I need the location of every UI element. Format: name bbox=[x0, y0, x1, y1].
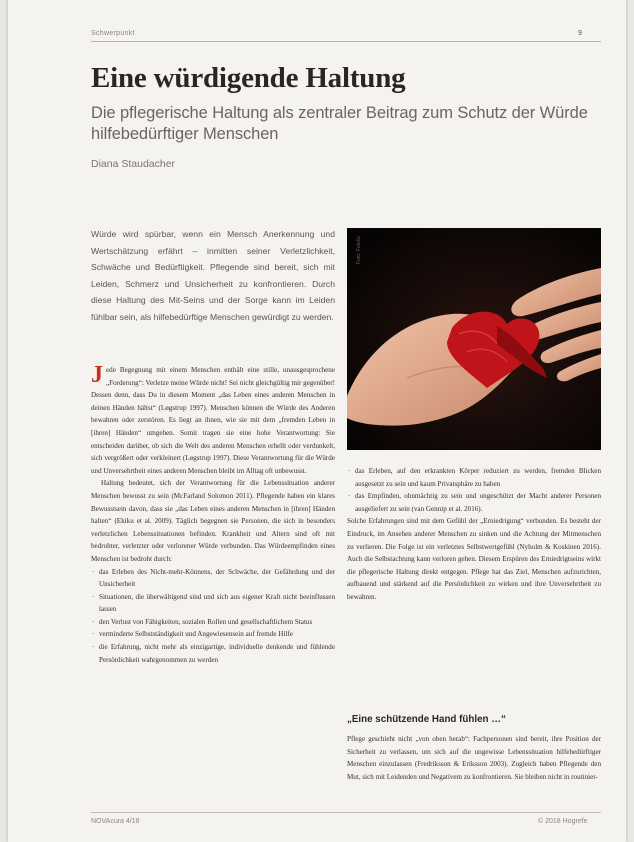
running-head: Schwerpunkt bbox=[91, 30, 135, 37]
list-item: · Situationen, die überwältigend sind und sich aus eigener Kraft nicht beeinflussen lassen bbox=[91, 591, 335, 616]
article-title: Eine würdigende Haltung bbox=[91, 62, 406, 94]
page-number: 9 bbox=[578, 30, 582, 37]
list-item: · das Erleben des Nicht-mehr-Könnens, der Schwäche, der Gefährdung und der Unsicherheit bbox=[91, 566, 335, 591]
bullet-list-right bbox=[347, 465, 601, 515]
photo-credit: Foto: Fotolia bbox=[356, 236, 362, 264]
body-column-left bbox=[91, 364, 335, 666]
section-paragraph: Pflege geschieht nicht „von oben herab“: Fachpersonen sind bereit, ihre Position der Sicherheit zu verlassen, um sich auf die ungewisse Lebenssituation hilfebedürftiger Menschen einzulassen (Fredriksson & Eriksson 2003). Zugleich haben Pflegende den Mut, sich mit Leidenden und Negativem zu konfrontieren. Sie bleiben nicht in routinier- bbox=[347, 735, 601, 781]
body-paragraph-3: Solche Erfahrungen sind mit dem Gefühl der „Erniedrigung“ verbunden. Es besteht der Eindruck, im Ansehen anderer Menschen zu sinken und die Achtung der Mitmenschen zu verlieren. Die Folge ist ein verletztes Selbstwertgefühl (Nyholm & Koskinen 2016). Auch die Selbstachtung kann verloren gehen. Diesem Erspüren des Erniedrigtseins wirkt die pflegerische Haltung direkt entgegen. Pflege hat das Ziel, Menschen aufzurichten, aufbauend und stärkend auf die Persönlichkeit zu wirken und ihre Unversehrtheit zu bewahren. bbox=[347, 517, 601, 601]
footer-rule bbox=[91, 812, 601, 813]
list-item: · das Erleben, auf den erkrankten Körper reduziert zu werden, fremden Blicken ausgesetzt zu sein und kaum Privatsphäre zu haben bbox=[347, 465, 601, 490]
drop-cap: J bbox=[91, 362, 103, 388]
magazine-page bbox=[8, 0, 626, 842]
list-item: · den Verlust von Fähigkeiten, sozialen Rollen und gesellschaftlichem Status bbox=[91, 616, 335, 629]
bullet-list-left bbox=[91, 566, 335, 667]
header-rule bbox=[91, 41, 601, 42]
body-paragraph-1: Jede Begegnung mit einem Menschen enthält eine stille, unausgesprochene „Forderung“: Verletze meine Würde nicht! Sei nicht gleichgültig mir gegenüber! Dessen denn, dass Du in diesem Moment „das Leben eines anderen Menschen in deinen Händen hältst“ (Løgstrup 1997). Menschen können die Würde des Anderen bewahren oder zerstören. Es liegt an ihnen, wie sie mit dem „fremden Leben in [ihren] Händen“ umgehen. Somit tragen sie eine hohe Verantwortung: Sie entscheiden darüber, ob sich die Welt des anderen Menschen erhellt oder verdunkelt, sich vergrößert oder verkleinert (Løgstrup 1997). Diese Verantwortung für die Würde und Unversehrtheit eines anderen Menschen bleibt im Alltag oft unbewusst. bbox=[91, 362, 335, 475]
article-subtitle: Die pflegerische Haltung als zentraler Beitrag zum Schutz der Würde hilfebedürftiger Menschen bbox=[91, 104, 588, 143]
body-column-right bbox=[347, 465, 601, 604]
section-heading: „Eine schützende Hand fühlen …“ bbox=[347, 714, 506, 725]
list-item: · verminderte Selbstständigkeit und Angewiesensein auf fremde Hilfe bbox=[91, 628, 335, 641]
list-item: · die Erfahrung, nicht mehr als einzigartige, individuelle denkende und fühlende Persönlichkeit wahrgenommen zu werden bbox=[91, 641, 335, 666]
lead-paragraph: Würde wird spürbar, wenn ein Mensch Anerkennung und Wertschätzung erfährt – inmitten seiner Verletzlichkeit, Schwäche und Bedürftigkeit. Pflegende sind bereit, sich mit Leiden, Schmerz und Unsicherheit zu konfrontieren. Durch diese Haltung des Mit-Seins und der Sorge kann im Leiden fühlbar sein, als hilfebedürftige Menschen gewürdigt zu werden. bbox=[91, 229, 335, 322]
article-author: Diana Staudacher bbox=[91, 158, 176, 170]
list-item: · das Empfinden, ohnmächtig zu sein und ungeschützt der Macht anderer Personen ausgeliefert zu sein (van Gennip et al. 2016). bbox=[347, 490, 601, 515]
body-paragraph-2: Haltung bedeutet, sich der Verantwortung für die Lebenssituation anderer Menschen bewusst zu sein (McFarland Solomon 2011). Pflegende haben ein klares Bewusstsein davon, dass sie „das Leben eines anderen Menschen in [ihren] Händen halten“ (Ekiku et al. 2009). Täglich begegnen sie Personen, die sich in besonders verletzlichen Lebenssituationen befinden. Krankheit und Altern sind oft mit bedrohter, verletzter oder verlorener Würde verbunden. Das Würdeempfinden eines Menschen ist bedroht durch: bbox=[91, 479, 335, 563]
footer-journal: NOVAcura 4/18 bbox=[91, 818, 140, 825]
hands-with-heart-photo bbox=[347, 228, 601, 450]
photo-illustration bbox=[347, 228, 601, 450]
footer-copyright: © 2018 Hogrefe bbox=[538, 818, 588, 825]
